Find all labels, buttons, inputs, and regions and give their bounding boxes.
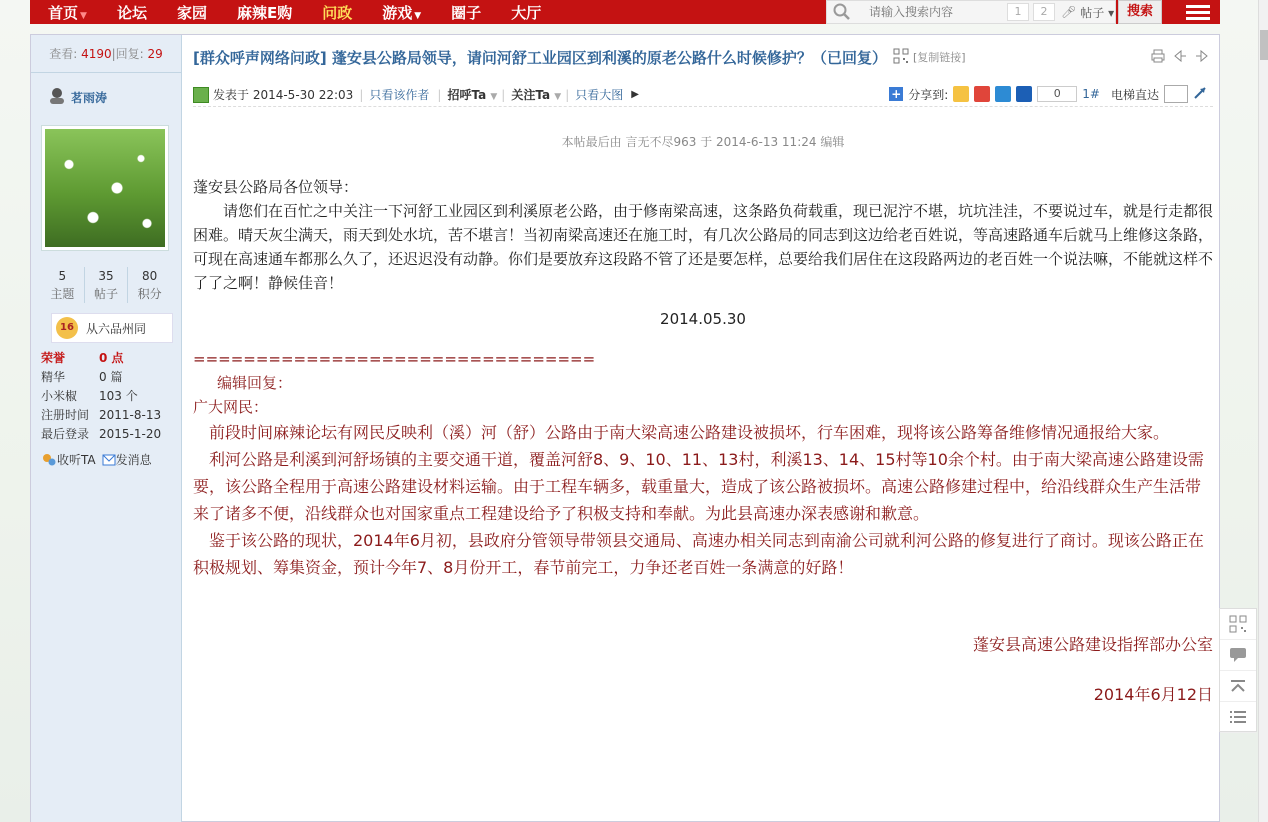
comment-icon[interactable]: [1220, 640, 1256, 671]
mail-icon: [102, 454, 116, 466]
floor-number: 1#: [1082, 87, 1100, 101]
online-status-icon: [193, 87, 209, 103]
prev-thread-icon[interactable]: [1173, 49, 1187, 66]
count-posts[interactable]: 35 帖子: [84, 267, 128, 303]
renren-icon[interactable]: [1016, 86, 1032, 102]
title-tools: [1151, 49, 1209, 66]
user-icon: [47, 87, 67, 108]
send-message-button[interactable]: 发消息: [102, 451, 152, 468]
next-thread-icon[interactable]: [1195, 49, 1209, 66]
page-box-2[interactable]: 2: [1033, 3, 1055, 21]
qr-code-icon[interactable]: [1220, 609, 1256, 640]
page-box-1[interactable]: 1: [1007, 3, 1029, 21]
rank-badge: [51, 313, 173, 343]
floating-toolbar: [1219, 608, 1257, 732]
elevator-label: 电梯直达: [1110, 87, 1159, 102]
share-bar: [889, 85, 1207, 103]
share-count: 0: [1037, 86, 1077, 102]
elevator-input[interactable]: [1164, 85, 1188, 103]
info-row: 荣誉 0 点: [41, 351, 124, 365]
letter-body: 请您们在百忙之中关注一下河舒工业园区到利溪原老公路，由于修南梁高速，这条路负荷载重，现已泥泞不堪，坑坑洼洼，不要说过车，就是行走都很困难。晴天灰尘满天，雨天到处水坑，苦不堪言！当初南梁高速还在施工时，有几次公路局的同志到这边给老百姓说，等高速路通车后就马上维修这条路，可现在高速通车都那么久了，还迟迟没有动静。你们是要放弃这段路不管了还是要怎样，总要给我们居住在这段路两边的老百姓一个说法嘛，不能就这样不了了之啊！静候佳音！: [193, 202, 1214, 292]
nav-home[interactable]: 首页 ▼: [48, 3, 87, 22]
chevron-down-icon: ▼: [414, 10, 422, 21]
user-info: [41, 349, 179, 444]
nav-hall[interactable]: 大厅: [511, 3, 542, 22]
edit-notice: 本帖最后由 言无不尽963 于 2014-6-13 11:24 编辑: [561, 135, 845, 149]
microphone-icon[interactable]: 🎤︎: [1061, 5, 1077, 19]
search-bar: [826, 0, 1116, 24]
follow-author-button[interactable]: 收听TA: [41, 451, 96, 468]
post-date: 发表于 2014-5-30 22:03: [213, 88, 354, 102]
nav-forum[interactable]: 论坛: [116, 3, 147, 22]
medal-icon: 16: [56, 317, 78, 339]
count-points[interactable]: 80 积分: [127, 267, 171, 303]
post-main: [183, 35, 1219, 822]
info-row: 小米椒 103 个: [41, 389, 138, 403]
avatar[interactable]: [41, 125, 169, 251]
list-icon[interactable]: [1220, 702, 1256, 733]
info-row: 注册时间 2011-8-13: [41, 408, 162, 422]
divider-line: ================================: [193, 350, 596, 368]
author-name[interactable]: 茗雨涛: [71, 91, 108, 105]
post-title[interactable]: [群众呼声网络问政] 蓬安县公路局领导，请问河舒工业园区到利溪的原老公路什么时候修护？（已回复）: [193, 48, 887, 67]
jump-icon[interactable]: [1193, 86, 1207, 103]
follow-icon: [41, 453, 57, 467]
signature-date: 2014年6月12日: [1093, 685, 1213, 704]
play-icon[interactable]: ▶: [631, 89, 639, 100]
search-icon[interactable]: [827, 1, 857, 23]
nav-circles[interactable]: 圈子: [451, 3, 482, 22]
view-count: 4190: [81, 47, 112, 61]
letter-date: 2014.05.30: [660, 310, 746, 328]
share-label: 分享到:: [908, 87, 949, 102]
author-sidebar: [31, 35, 182, 822]
letter-greeting: 蓬安县公路局各位领导：: [193, 178, 359, 196]
post-container: [30, 34, 1220, 822]
post-title-bar: [193, 43, 1213, 71]
reply-paragraph-2: 利河公路是利溪到河舒场镇的主要交通干道，覆盖河舒8、9、10、11、13村，利溪13、14、15村等10余个村。由于南大梁高速公路建设需要，该公路全程用于高速公路建设材料运输。由于工程车辆多，载重量大，造成了该公路被损坏。高速公路修建过程中，给沿线群众生产生活带来了诸多不便，沿线群众也对国家重点工程建设给予了积极支持和奉献。为此县高速办深表感谢和歉意。: [193, 450, 1204, 523]
reply-paragraph-3: 鉴于该公路的现状，2014年6月初，县政府分管领导带领县交通局、高速办相关同志到南渝公司就利河公路的修复进行了商讨。现该公路正在积极规划、筹集资金，预计今年7、8月份开工，春节前完工，力争还老百姓一条满意的好路！: [193, 531, 1204, 577]
count-threads[interactable]: 5 主题: [50, 269, 75, 301]
reply-greeting: 广大网民：: [193, 398, 269, 416]
tqq-icon[interactable]: [995, 86, 1011, 102]
scrollbar-thumb[interactable]: [1260, 30, 1268, 60]
qr-code-icon[interactable]: [893, 48, 909, 67]
weibo-icon[interactable]: [974, 86, 990, 102]
only-author-link[interactable]: 只看该作者: [369, 88, 430, 102]
reply-paragraph-1: 前段时间麻辣论坛有网民反映利（溪）河（舒）公路由于南大梁高速公路建设被损坏，行车困难，现将该公路筹备维修情况通报给大家。: [209, 423, 1170, 442]
info-row: 最后登录 2015-1-20: [41, 427, 162, 441]
back-to-top-icon[interactable]: [1220, 671, 1256, 702]
greet-button[interactable]: 招呼Ta ▼: [447, 88, 498, 102]
page-scrollbar[interactable]: [1258, 0, 1268, 822]
view-reply-stats: 查看: 4190|回复: 29: [31, 35, 181, 73]
reply-count: 29: [147, 47, 163, 61]
author-name-row: [47, 87, 107, 108]
post-content: [193, 175, 1213, 707]
nav-home-space[interactable]: 家园: [176, 3, 207, 22]
copy-link-button[interactable]: [复制链接]: [912, 51, 966, 64]
plus-icon[interactable]: +: [891, 87, 902, 101]
author-actions: [41, 451, 158, 468]
qzone-icon[interactable]: [953, 86, 969, 102]
user-counts: [41, 267, 171, 303]
search-input[interactable]: [857, 1, 1007, 23]
search-scope-select[interactable]: 帖子 ▾: [1080, 5, 1115, 20]
follow-button[interactable]: 关注Ta ▼: [511, 88, 562, 102]
print-icon[interactable]: [1151, 49, 1165, 66]
signature: 蓬安县高速公路建设指挥部办公室: [972, 635, 1213, 654]
info-row: 精华 0 篇: [41, 370, 123, 384]
reply-label: 编辑回复：: [217, 374, 293, 392]
nav-politics[interactable]: 问政: [322, 3, 353, 22]
search-button[interactable]: 搜索: [1118, 0, 1162, 24]
nav-shop[interactable]: 麻辣E购: [236, 3, 293, 22]
menu-icon[interactable]: [1184, 2, 1212, 22]
rank-title: 从六品州同: [86, 321, 147, 336]
big-image-link[interactable]: 只看大图: [575, 88, 624, 102]
nav-games[interactable]: 游戏 ▼: [382, 3, 422, 22]
avatar-image: [45, 129, 165, 247]
post-meta-bar: 发表于 2014-5-30 22:03 | 只看该作者 | 招呼Ta ▼ | 关注Ta ▼ | 只看大图 ▶ + 分享到: 0 1# 电梯直达: [193, 83, 1213, 107]
